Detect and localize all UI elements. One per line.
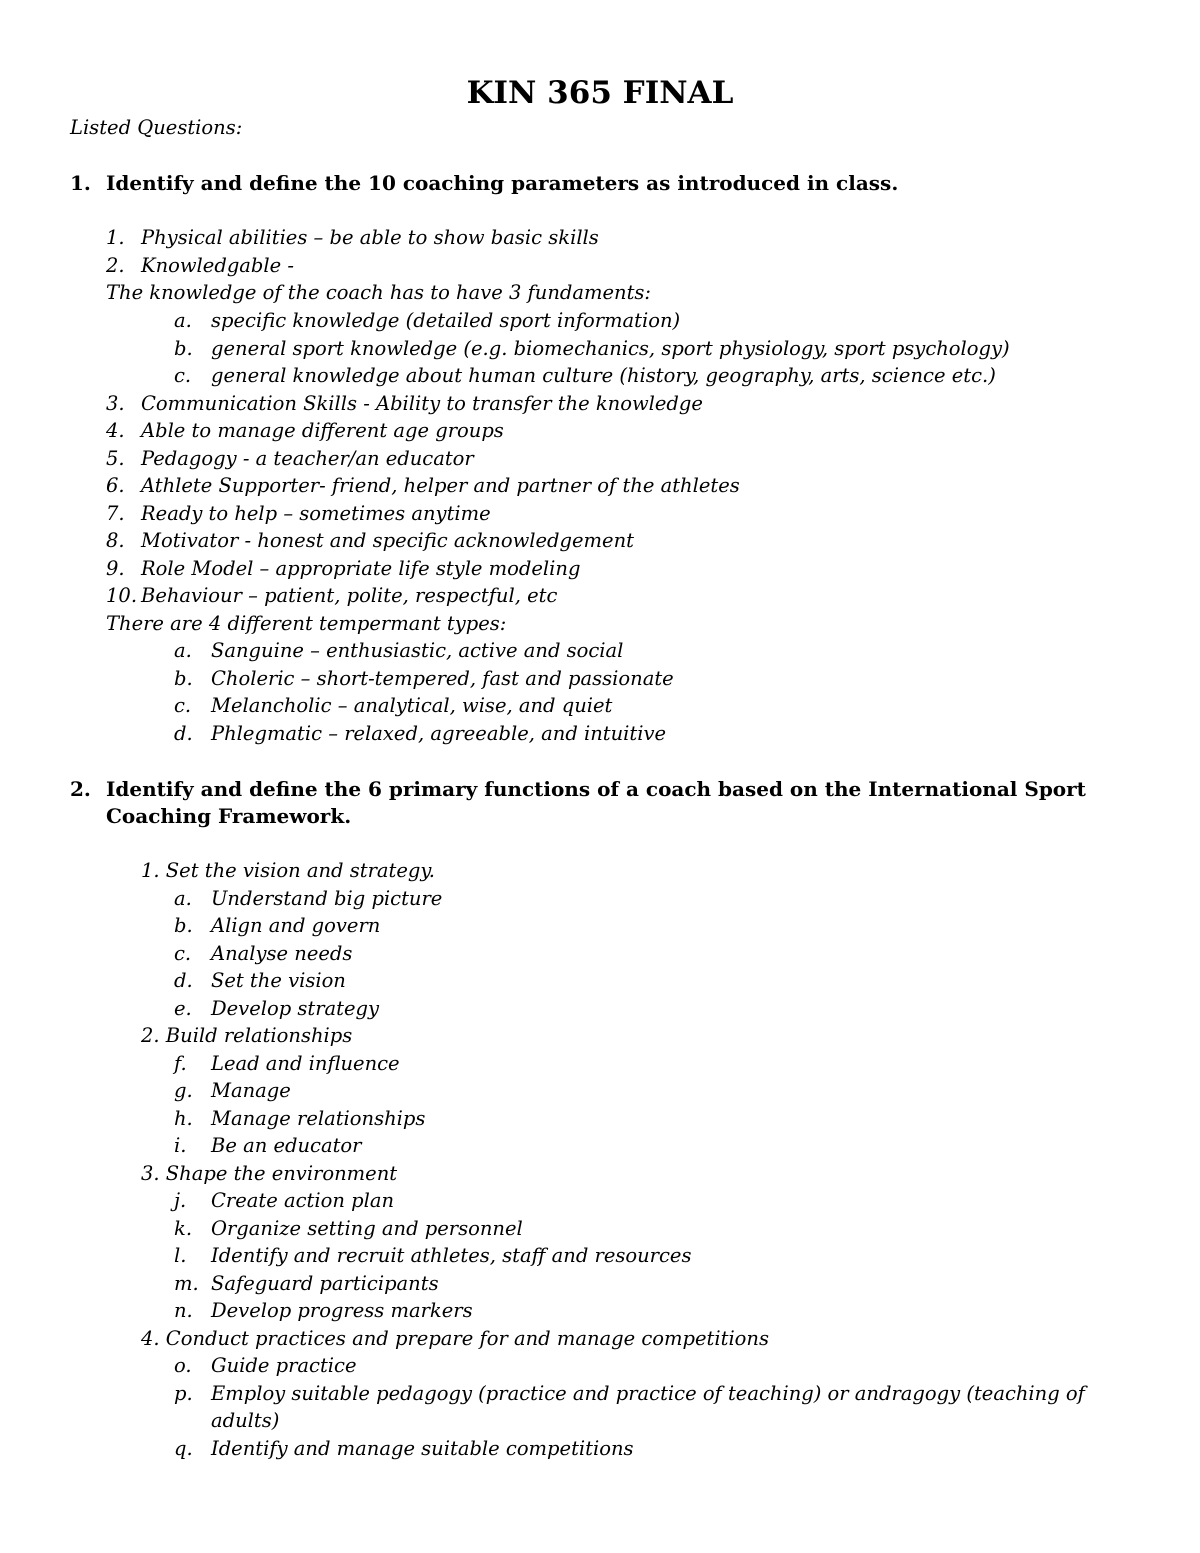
function-item-text: Employ suitable pedagogy (practice and practice of teaching) or andragogy (teaching of	[211, 1382, 1085, 1405]
function-item-text: Manage relationships	[211, 1107, 426, 1130]
document-title: KIN 365 FINAL	[466, 75, 734, 111]
function-item-text: Align and govern	[211, 914, 381, 937]
temperament-intro: There are 4 different tempermant types:	[106, 612, 507, 635]
function-item-letter: j.	[174, 1189, 187, 1212]
parameter-number: 3.	[106, 392, 125, 415]
fundament-letter: b.	[174, 337, 193, 360]
parameter-text: Role Model – appropriate life style modeling	[141, 557, 581, 580]
question-2-text-line-1: Identify and define the 6 primary functions of a coach based on the International Sport	[106, 777, 1086, 801]
function-item-text: Lead and influence	[211, 1052, 400, 1075]
function-item-text: Manage	[211, 1079, 291, 1102]
function-item-letter: e.	[174, 997, 192, 1020]
function-item-letter: b.	[174, 914, 193, 937]
function-item-text: Identify and manage suitable competitions	[211, 1437, 634, 1460]
fundament-text: specific knowledge (detailed sport information)	[211, 309, 681, 332]
parameter-number: 5.	[106, 447, 125, 470]
function-item-letter: q.	[174, 1437, 193, 1460]
function-item-text-continuation: adults)	[211, 1409, 280, 1432]
parameter-text: Communication Skills - Ability to transfer the knowledge	[141, 392, 703, 415]
function-item-text: Develop progress markers	[211, 1299, 473, 1322]
question-2-number: 2.	[70, 777, 91, 801]
function-heading: 1. Set the vision and strategy.	[141, 859, 436, 882]
function-item-letter: n.	[174, 1299, 193, 1322]
fundament-letter: c.	[174, 364, 192, 387]
function-item-text: Understand big picture	[211, 887, 443, 910]
temperament-text: Phlegmatic – relaxed, agreeable, and intuitive	[211, 722, 667, 745]
function-item-text: Safeguard participants	[211, 1272, 439, 1295]
temperament-letter: d.	[174, 722, 193, 745]
function-item-letter: a.	[174, 887, 192, 910]
temperament-text: Choleric – short-tempered, fast and passionate	[211, 667, 674, 690]
parameter-text: Able to manage different age groups	[141, 419, 504, 442]
function-item-text: Organize setting and personnel	[211, 1217, 523, 1240]
temperament-text: Sanguine – enthusiastic, active and social	[211, 639, 624, 662]
function-heading: 4. Conduct practices and prepare for and manage competitions	[141, 1327, 769, 1350]
parameter-text: Motivator - honest and specific acknowledgement	[141, 529, 634, 552]
function-item-letter: p.	[174, 1382, 193, 1405]
parameter-number: 7.	[106, 502, 125, 525]
fundament-letter: a.	[174, 309, 192, 332]
temperament-letter: c.	[174, 694, 192, 717]
temperament-text: Melancholic – analytical, wise, and quiet	[211, 694, 613, 717]
function-item-letter: l.	[174, 1244, 187, 1267]
parameter-text: Behaviour – patient, polite, respectful, etc	[141, 584, 558, 607]
function-item-letter: d.	[174, 969, 193, 992]
temperament-letter: a.	[174, 639, 192, 662]
function-item-text: Develop strategy	[211, 997, 380, 1020]
function-item-letter: i.	[174, 1134, 187, 1157]
function-item-text: Create action plan	[211, 1189, 395, 1212]
question-1-number: 1.	[70, 171, 91, 195]
function-item-text: Guide practice	[211, 1354, 357, 1377]
function-item-text: Be an educator	[211, 1134, 362, 1157]
function-item-letter: g.	[174, 1079, 193, 1102]
function-heading: 2. Build relationships	[141, 1024, 353, 1047]
function-item-letter: h.	[174, 1107, 193, 1130]
parameter-number: 1.	[106, 226, 125, 249]
parameter-number: 10.	[106, 584, 138, 607]
parameter-number: 6.	[106, 474, 125, 497]
parameter-number: 4.	[106, 419, 125, 442]
intro-label: Listed Questions:	[70, 116, 243, 139]
parameter-text: Athlete Supporter- friend, helper and partner of the athletes	[141, 474, 740, 497]
function-item-letter: c.	[174, 942, 192, 965]
parameter-text: Ready to help – sometimes anytime	[141, 502, 491, 525]
function-item-text: Identify and recruit athletes, staff and resources	[211, 1244, 692, 1267]
function-item-text: Analyse needs	[211, 942, 353, 965]
parameter-text: Knowledgable -	[141, 254, 294, 277]
function-heading: 3. Shape the environment	[141, 1162, 398, 1185]
fundaments-intro: The knowledge of the coach has to have 3 fundaments:	[106, 281, 652, 304]
parameter-number: 9.	[106, 557, 125, 580]
function-item-letter: k.	[174, 1217, 193, 1240]
fundament-text: general sport knowledge (e.g. biomechanics, sport physiology, sport psychology)	[211, 337, 1010, 360]
function-item-letter: f.	[174, 1052, 187, 1075]
temperament-letter: b.	[174, 667, 193, 690]
function-item-letter: o.	[174, 1354, 192, 1377]
function-item-letter: m.	[174, 1272, 199, 1295]
parameter-text: Physical abilities – be able to show basic skills	[141, 226, 599, 249]
question-2-text-line-2: Coaching Framework.	[106, 804, 352, 828]
question-1-text: Identify and define the 10 coaching parameters as introduced in class.	[106, 171, 899, 195]
parameter-number: 8.	[106, 529, 125, 552]
function-item-text: Set the vision	[211, 969, 346, 992]
parameter-text: Pedagogy - a teacher/an educator	[141, 447, 474, 470]
fundament-text: general knowledge about human culture (history, geography, arts, science etc.)	[211, 364, 996, 387]
parameter-number: 2.	[106, 254, 125, 277]
